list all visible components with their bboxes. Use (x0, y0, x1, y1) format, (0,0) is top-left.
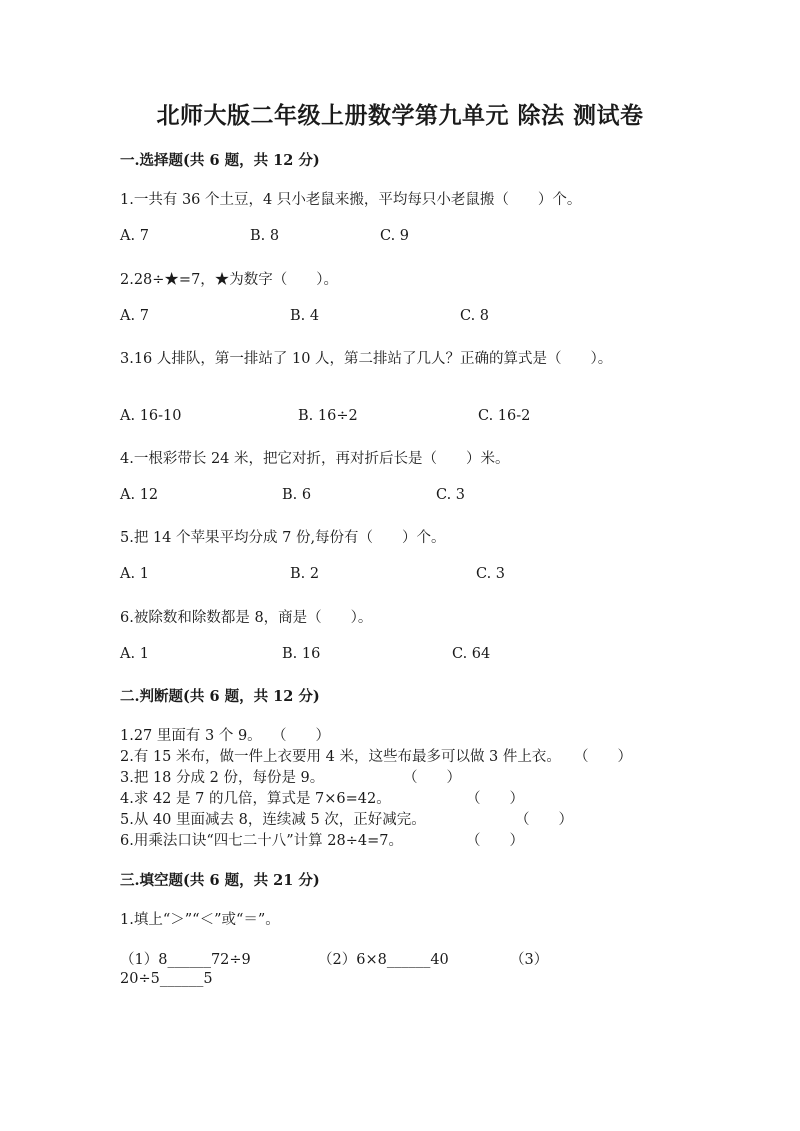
tf-item-3-paren: （ ） (403, 770, 461, 786)
q3-option-c: C. 16-2 (478, 408, 531, 424)
question-5: 5.把 14 个苹果平均分成 7 份,每份有（ ）个。 (120, 530, 446, 546)
tf-item-4: 4.求 42 是 7 的几倍，算式是 7×6=42。 (120, 791, 391, 807)
section-heading-multiple-choice: 一.选择题(共 6 题，共 12 分) (120, 152, 320, 169)
q2-option-c: C. 8 (460, 308, 490, 324)
question-2: 2.28÷★=7，★为数字（ ）。 (120, 272, 339, 288)
q6-option-a: A. 1 (120, 646, 149, 662)
fill-part-3: （3） (510, 952, 549, 968)
q3-option-a: A. 16-10 (120, 408, 182, 424)
q5-option-b: B. 2 (290, 566, 320, 582)
question-1: 1.一共有 36 个土豆，4 只小老鼠来搬，平均每只小老鼠搬（ ）个。 (120, 192, 582, 208)
tf-item-4-paren: （ ） (466, 791, 524, 807)
question-6: 6.被除数和除数都是 8，商是（ ）。 (120, 610, 373, 626)
q4-option-a: A. 12 (120, 487, 159, 503)
tf-item-6-paren: （ ） (466, 833, 524, 849)
q1-option-a: A. 7 (120, 228, 149, 244)
q1-option-b: B. 8 (250, 228, 280, 244)
fill-part-2: （2）6×8______40 (318, 952, 449, 968)
q5-option-c: C. 3 (476, 566, 506, 582)
section-heading-fill-blank: 三.填空题(共 6 题，共 21 分) (120, 872, 320, 889)
q4-option-c: C. 3 (436, 487, 466, 503)
q2-option-a: A. 7 (120, 308, 149, 324)
q5-option-a: A. 1 (120, 566, 149, 582)
worksheet-title: 北师大版二年级上册数学第九单元 除法 测试卷 (156, 102, 644, 129)
q6-option-b: B. 16 (282, 646, 321, 662)
q4-option-b: B. 6 (282, 487, 312, 503)
q2-option-b: B. 4 (290, 308, 320, 324)
question-3: 3.16 人排队，第一排站了 10 人，第二排站了几人？正确的算式是（ ）。 (120, 351, 613, 367)
tf-item-5: 5.从 40 里面减去 8，连续减 5 次，正好减完。 (120, 812, 426, 828)
fill-part-1: （1）8______72÷9 (120, 952, 251, 968)
q3-option-b: B. 16÷2 (298, 408, 358, 424)
tf-item-6: 6.用乘法口诀“四七二十八”计算 28÷4=7。 (120, 833, 403, 849)
tf-item-3: 3.把 18 分成 2 份，每份是 9。 (120, 770, 325, 786)
tf-item-5-paren: （ ） (515, 812, 573, 828)
tf-item-1: 1.27 里面有 3 个 9。 (120, 728, 262, 744)
tf-item-1-paren: （ ） (272, 728, 330, 744)
question-4: 4.一根彩带长 24 米，把它对折，再对折后长是（ ）米。 (120, 451, 510, 467)
tf-item-2: 2.有 15 米布，做一件上衣要用 4 米，这些布最多可以做 3 件上衣。 (120, 749, 561, 765)
q6-option-c: C. 64 (452, 646, 491, 662)
fill-part-3-continued: 20÷5______5 (120, 971, 213, 987)
tf-item-2-paren: （ ） (574, 749, 632, 765)
fill-question-1: 1.填上“＞”“＜”或“＝”。 (120, 912, 280, 928)
q1-option-c: C. 9 (380, 228, 410, 244)
section-heading-true-false: 二.判断题(共 6 题，共 12 分) (120, 688, 320, 705)
